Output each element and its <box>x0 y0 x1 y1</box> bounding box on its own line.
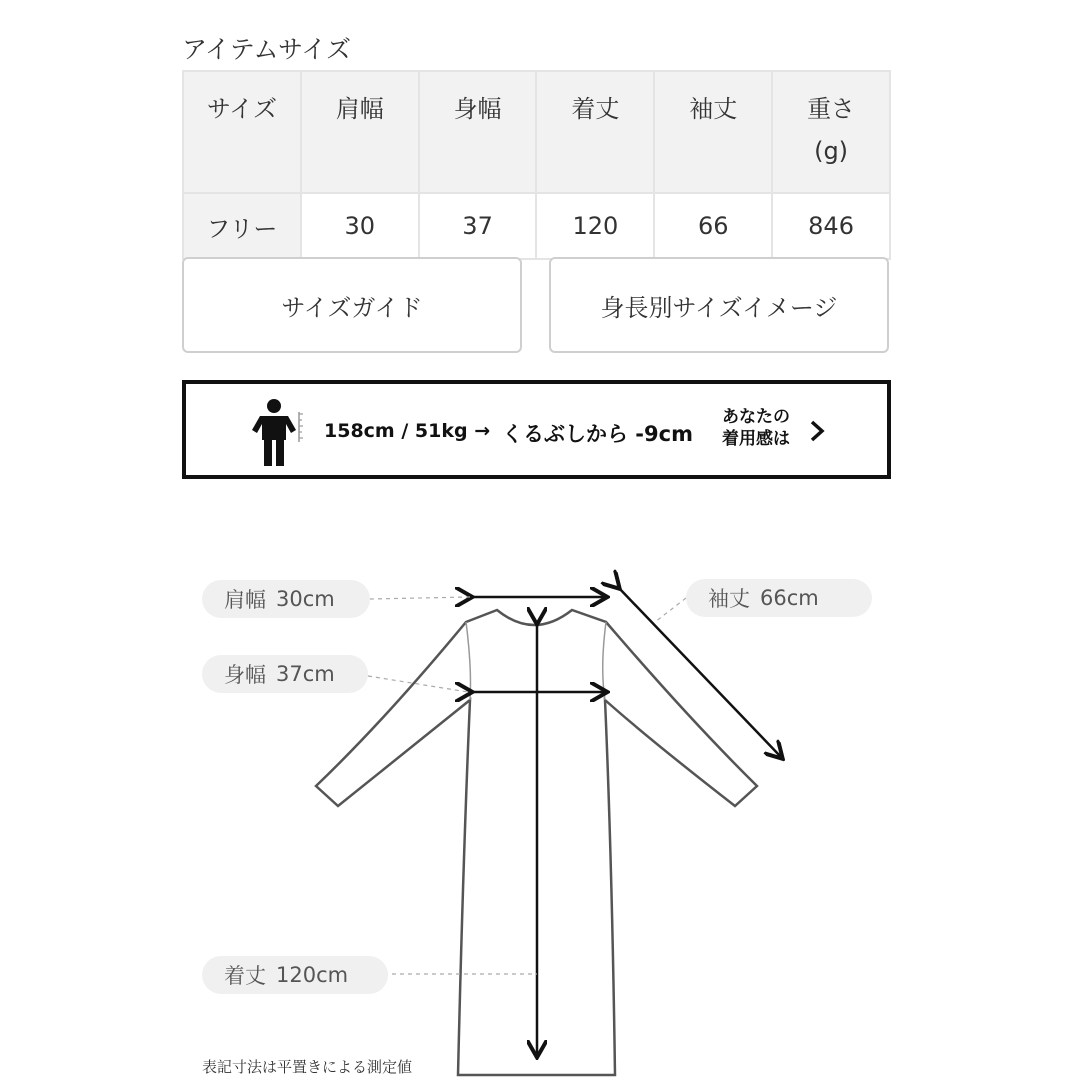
fit-cta[interactable]: あなたの 着用感は <box>722 407 790 449</box>
table-header-row <box>183 71 890 193</box>
cell-chest: 37 <box>419 193 537 259</box>
person-icon <box>252 398 304 468</box>
shoulder-label: 肩幅 30cm <box>202 580 370 618</box>
fit-result: くるぶしから -9cm <box>502 422 693 446</box>
cell-sleeve: 66 <box>654 193 772 259</box>
length-label: 着丈 120cm <box>202 956 388 994</box>
section-title: アイテムサイズ <box>182 35 352 64</box>
header-weight: 重さ (g) <box>772 71 890 193</box>
fit-banner[interactable] <box>182 380 891 479</box>
chevron-right-icon[interactable] <box>808 420 826 442</box>
garment-diagram <box>0 480 1080 1080</box>
header-chest: 身幅 <box>419 71 537 193</box>
table-row <box>183 193 890 259</box>
chest-label: 身幅 37cm <box>202 655 368 693</box>
cell-weight: 846 <box>772 193 890 259</box>
size-table <box>182 70 891 260</box>
cell-shoulder: 30 <box>301 193 419 259</box>
measurement-note: 表記寸法は平置きによる測定値 <box>202 1058 413 1076</box>
cell-length: 120 <box>536 193 654 259</box>
sleeve-label: 袖丈 66cm <box>686 579 872 617</box>
fit-stats: 158cm / 51kg → <box>324 420 491 442</box>
size-guide-button[interactable]: サイズガイド <box>182 257 522 353</box>
header-sleeve: 袖丈 <box>654 71 772 193</box>
cell-size: フリー <box>183 193 301 259</box>
height-size-image-button[interactable]: 身長別サイズイメージ <box>549 257 889 353</box>
header-length: 着丈 <box>536 71 654 193</box>
header-size: サイズ <box>183 71 301 193</box>
header-shoulder: 肩幅 <box>301 71 419 193</box>
